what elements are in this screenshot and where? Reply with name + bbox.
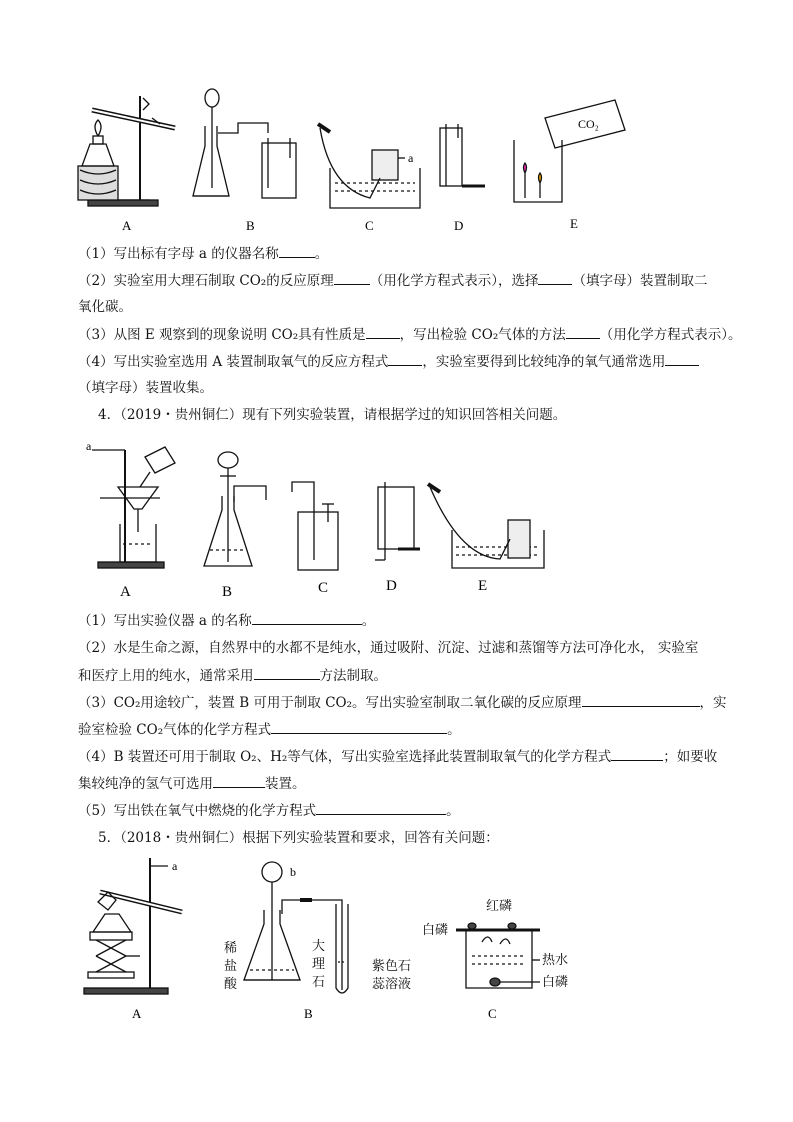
q3-line-4b: （填字母）装置收集。 <box>78 380 213 396</box>
figure-3-apparatus <box>0 852 793 1032</box>
apparatus-a2-illustration <box>92 447 175 568</box>
q4-line-4b: 集较纯净的氢气可选用 装置。 <box>78 773 718 794</box>
q4-blank-2[interactable] <box>254 665 320 680</box>
fig3-marble-1: 大 <box>312 938 326 953</box>
q4-line-3: （3）CO₂用途较广，装置 B 可用于制取 CO₂。写出实验室制取二氧化碳的反应原理 ，实 <box>78 692 718 713</box>
fig1-label-d: D <box>454 218 464 233</box>
fig3-white-p-top: 白磷 <box>422 922 449 937</box>
fig1-label-c-a: a <box>408 151 414 165</box>
fig1-bottle-label: CO₂ <box>578 117 599 131</box>
apparatus-d-illustration <box>440 124 485 186</box>
apparatus-b2-illustration <box>204 452 266 566</box>
figure-2-apparatus <box>0 432 793 602</box>
fig3-litmus-2: 蕊溶液 <box>372 976 412 991</box>
fig3-red-p: 红磷 <box>486 898 513 913</box>
fig3-label-b: B <box>304 1006 313 1021</box>
apparatus-b-illustration <box>193 89 296 198</box>
q3-line-4: （4）写出实验室选用 A 装置制取氧气的反应方程式 ，实验室要得到比较纯净的氧气通常选用 <box>78 351 718 372</box>
fig3-litmus-1: 紫色石 <box>372 958 412 973</box>
apparatus-e2-illustration <box>428 484 544 568</box>
q5-title: 5．（2018・贵州铜仁）根据下列实验装置和要求，回答有关问题： <box>98 830 499 846</box>
fig3-hot-water: 热水 <box>542 952 569 967</box>
q4-line-1: （1）写出实验仪器 a 的名称 。 <box>78 610 718 631</box>
fig3-marble-3: 石 <box>312 974 326 989</box>
q3-blank-3[interactable] <box>538 270 572 285</box>
q4-blank-3[interactable] <box>582 692 700 707</box>
apparatus-b3-illustration <box>244 862 348 993</box>
fig2-label-c: C <box>318 580 329 596</box>
fig3-acid-1: 稀 <box>224 940 238 955</box>
fig3-acid-3: 酸 <box>224 976 238 991</box>
fig2-label-a-inner: a <box>86 439 92 453</box>
q4-blank-4[interactable] <box>271 719 447 734</box>
q3-blank-5[interactable] <box>566 324 600 339</box>
fig2-label-d: D <box>386 578 397 594</box>
fig3-white-p-bottom: 白磷 <box>542 974 569 989</box>
q3-line-3: （3）从图 E 观察到的现象说明 CO₂具有性质是 ，写出检验 CO₂气体的方法 （用化学方程式表示）。 <box>78 324 718 345</box>
q4-line-3b: 验室检验 CO₂气体的化学方程式 。 <box>78 719 718 740</box>
apparatus-c2-illustration <box>292 482 338 570</box>
apparatus-c3-illustration <box>456 923 540 988</box>
q4-line-4: （4）B 装置还可用于制取 O₂、H₂等气体，写出实验室选择此装置制取氧气的化学方程式 ；如要收 <box>78 746 718 767</box>
fig1-label-e: E <box>570 216 578 231</box>
q4-line-5: （5）写出铁在氧气中燃烧的化学方程式 。 <box>78 800 718 821</box>
q4-blank-7[interactable] <box>316 800 446 815</box>
fig2-label-e: E <box>478 578 488 594</box>
apparatus-a-illustration <box>78 96 175 206</box>
q3-line-2: （2）实验室用大理石制取 CO₂的反应原理 （用化学方程式表示），选择 （填字母）装置制取二 <box>78 270 718 291</box>
fig3-a-label: a <box>172 859 178 873</box>
q3-blank-6[interactable] <box>388 351 422 366</box>
fig3-marble-2: 理 <box>312 956 326 971</box>
q4-line-2: （2）水是生命之源，自然界中的水都不是纯水，通过吸附、沉淀、过滤和蒸馏等方法可净化水， 实验室 <box>78 640 699 656</box>
q4-line-2b: 和医疗上用的纯水，通常采用 方法制取。 <box>78 665 718 686</box>
q3-blank-1[interactable] <box>279 243 315 258</box>
fig2-label-b: B <box>222 584 233 600</box>
fig3-label-a: A <box>132 1006 142 1021</box>
q3-line-1: （1）写出标有字母 a 的仪器名称 。 <box>78 243 718 264</box>
apparatus-e-illustration <box>514 100 625 202</box>
fig3-b-label: b <box>290 865 296 879</box>
fig1-label-a: A <box>122 218 132 233</box>
q3-blank-7[interactable] <box>665 351 699 366</box>
q4-blank-5[interactable] <box>611 746 663 761</box>
apparatus-a3-illustration <box>84 858 182 994</box>
fig1-label-b: B <box>246 218 255 233</box>
q3-blank-2[interactable] <box>334 270 370 285</box>
fig3-label-c: C <box>488 1006 497 1021</box>
q4-blank-6[interactable] <box>213 773 265 788</box>
figure-1-apparatus <box>0 88 793 238</box>
fig1-label-c: C <box>365 218 374 233</box>
apparatus-c-illustration <box>318 124 420 208</box>
q3-blank-4[interactable] <box>366 324 400 339</box>
apparatus-d2-illustration <box>375 482 420 560</box>
fig3-acid-2: 盐 <box>224 958 238 973</box>
fig2-label-a: A <box>120 584 131 600</box>
q4-blank-1[interactable] <box>252 610 362 625</box>
q3-line-2b: 氧化碳。 <box>78 299 132 315</box>
q4-title: 4．（2019・贵州铜仁）现有下列实验装置，请根据学过的知识回答相关问题。 <box>98 407 567 423</box>
